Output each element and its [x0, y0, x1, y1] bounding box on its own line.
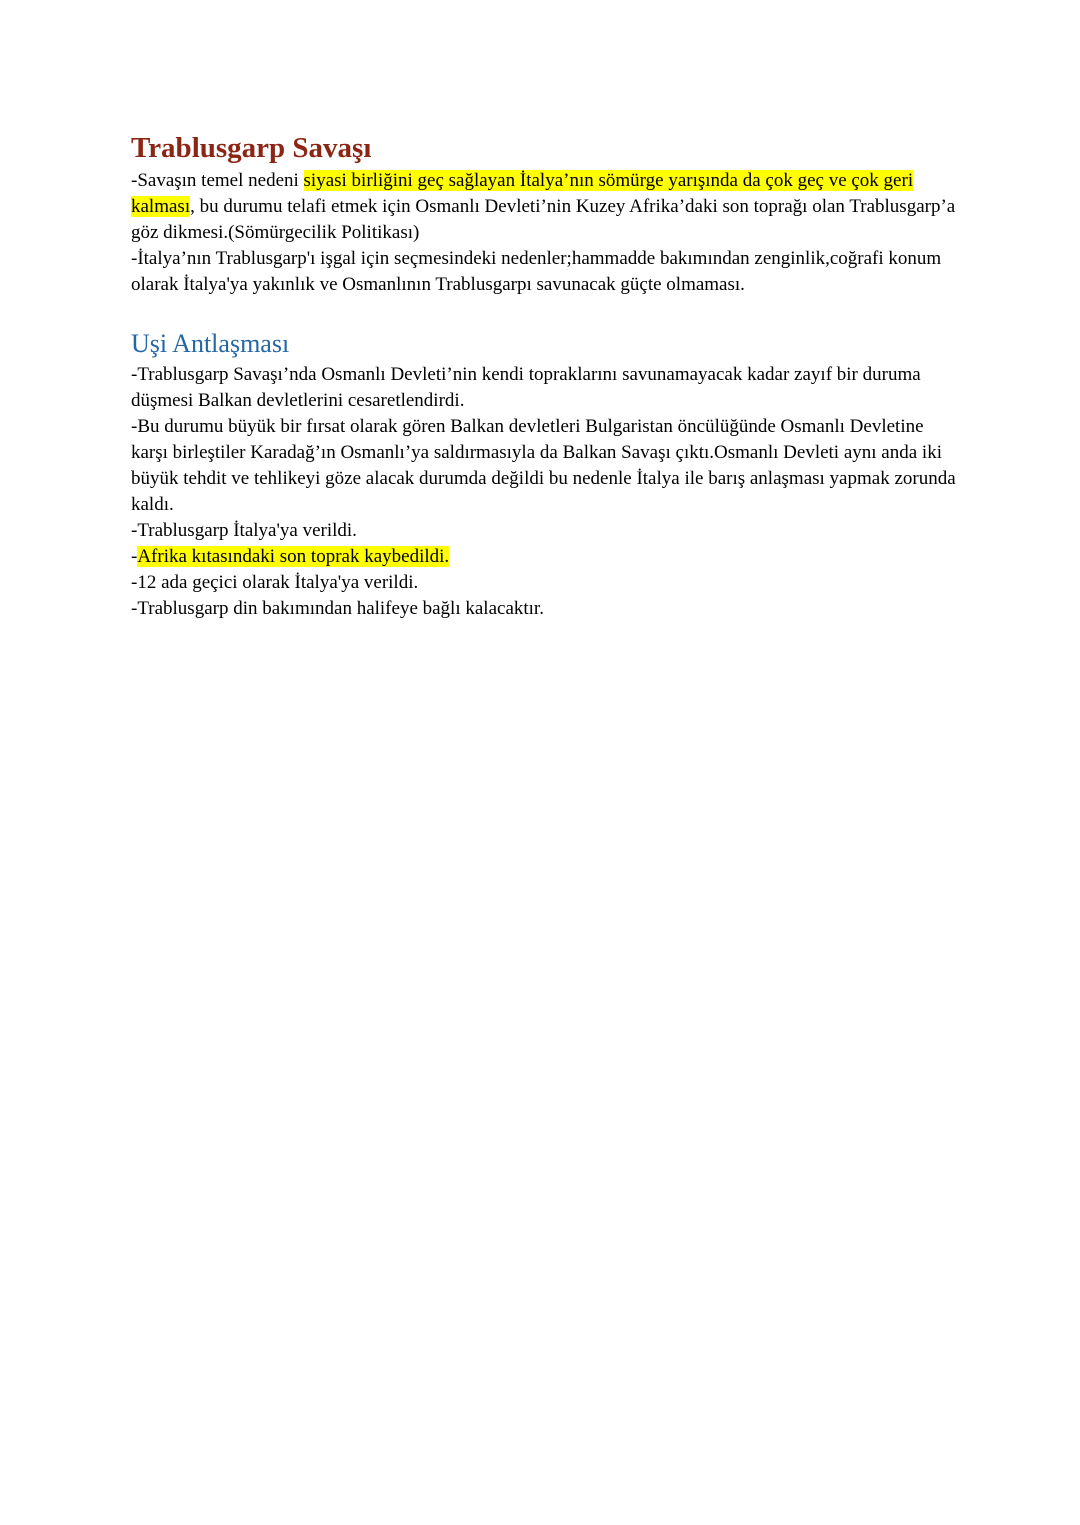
document-page	[131, 128, 961, 622]
section-title-trablusgarp: Trablusgarp Savaşı	[131, 132, 372, 164]
paragraph-usi-5: -12 ada geçici olarak İtalya'ya verildi.	[131, 572, 419, 593]
section-title-usi: Uşi Antlaşması	[131, 329, 290, 358]
paragraph-usi-4	[131, 544, 961, 570]
paragraph-usi-1: -Trablusgarp Savaşı’nda Osmanlı Devleti’nin kendi topraklarını savunamayacak kadar zayıf bir duruma düşmesi Balkan devletlerini cesaretlendirdi.	[131, 364, 921, 411]
paragraph-usi-3: -Trablusgarp İtalya'ya verildi.	[131, 520, 357, 541]
paragraph-usi-6: -Trablusgarp din bakımından halifeye bağlı kalacaktır.	[131, 598, 544, 619]
paragraph-cause	[131, 168, 961, 246]
paragraph-cause-text: -Savaşın temel nedeni	[131, 170, 304, 191]
highlighted-text: Afrika kıtasındaki son toprak kaybedildi.	[137, 546, 450, 567]
paragraph-cause-text-cont: , bu durumu telafi etmek için Osmanlı Devleti’nin Kuzey Afrika’daki son toprağı olan Trablusgarp’a göz dikmesi.(Sömürgecilik Politikası)	[131, 196, 956, 243]
paragraph-usi-2: -Bu durumu büyük bir fırsat olarak gören Balkan devletleri Bulgaristan öncülüğünde Osmanlı Devletine karşı birleştiler Karadağ’ın Osmanlı’ya saldırmasıyla da Balkan Savaşı çıktı.Osmanlı Devleti aynı anda iki büyük tehdit ve tehlikeyi göze alacak durumda değildi bu nedenle İtalya ile barış anlaşması yapmak zorunda kaldı.	[131, 416, 956, 515]
paragraph-usi-4-dash: -	[131, 546, 138, 567]
paragraph-reasons: -İtalya’nın Trablusgarp'ı işgal için seçmesindeki nedenler;hammadde bakımından zenginlik,coğrafi konum olarak İtalya'ya yakınlık ve Osmanlının Trablusgarpı savunacak güçte olmaması.	[131, 248, 942, 295]
highlighted-text: siyasi birliğini geç sağlayan İtalya’nın sömürge yarışında da çok geç ve çok geri kalması	[131, 170, 914, 217]
